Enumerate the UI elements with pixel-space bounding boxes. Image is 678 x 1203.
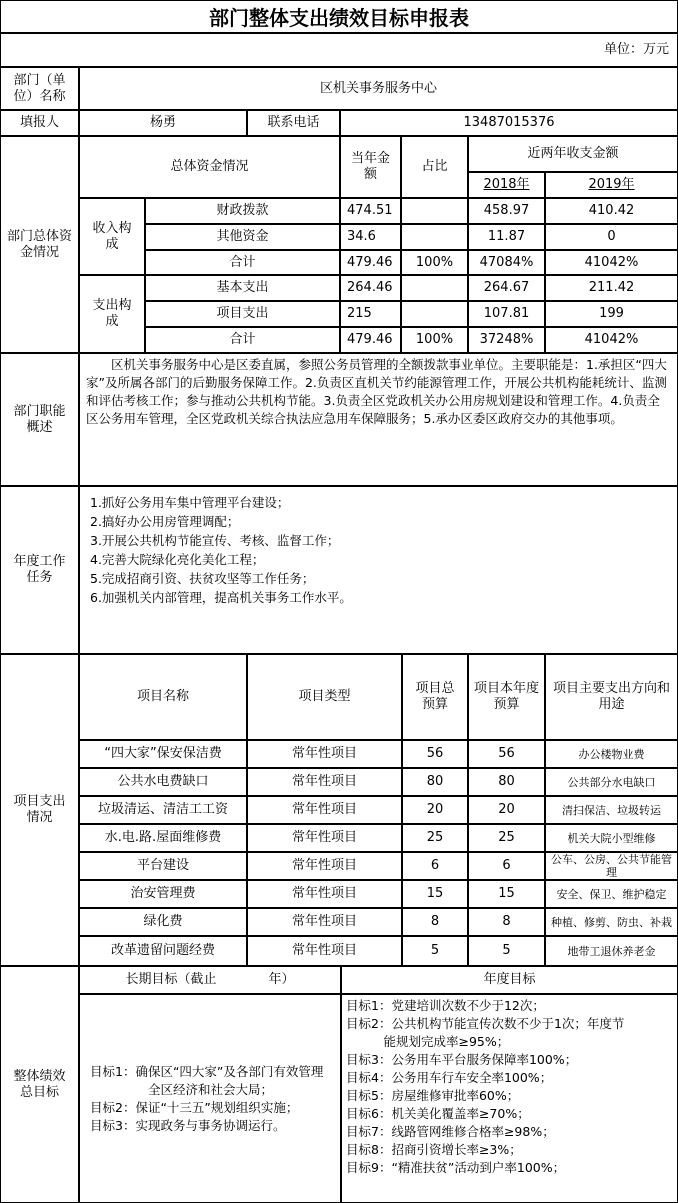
expense-label: 支出构成 <box>79 275 145 353</box>
list-item: 目标5：房屋维修审批率60%； <box>346 1088 520 1103</box>
projects-label: 项目支出情况 <box>0 654 79 966</box>
projects-header-annual: 项目本年度预算 <box>468 654 545 740</box>
expense-row-name: 项目支出 <box>145 301 340 327</box>
project-usage-cell: 种植、修剪、防虫、补栽 <box>545 908 678 936</box>
filler-label: 填报人 <box>0 110 79 136</box>
income-total-2019: 41042% <box>545 250 678 275</box>
long-term-panel <box>79 994 341 1203</box>
project-type-cell: 常年性项目 <box>247 796 402 824</box>
list-item: 目标9：“精准扶贫”活动到户率100%； <box>346 1160 566 1175</box>
project-type-cell: 常年性项目 <box>247 880 402 908</box>
projects-header-name: 项目名称 <box>79 654 247 740</box>
annual-header: 年度目标 <box>341 966 678 994</box>
expense-row-2019: 199 <box>545 301 678 327</box>
list-item: 6.加强机关内部管理，提高机关事务工作水平。 <box>90 590 352 605</box>
project-total-cell: 5 <box>402 936 468 966</box>
project-usage-cell: 公共部分水电缺口 <box>545 768 678 796</box>
project-annual-cell: 25 <box>468 824 545 852</box>
project-usage-cell: 机关大院小型维修 <box>545 824 678 852</box>
expense-row-ratio <box>401 301 468 327</box>
funds-header-overall: 总体资金情况 <box>79 136 340 198</box>
project-total-cell: 6 <box>402 852 468 880</box>
dept-value: 区机关事务服务中心 <box>79 67 678 110</box>
funds-header-ratio: 占比 <box>401 136 468 198</box>
list-item: 目标6：机关美化覆盖率≥70%； <box>346 1106 530 1121</box>
long-term-header: 长期目标（截止 年） <box>79 966 341 994</box>
project-usage-cell: 办公楼物业费 <box>545 740 678 768</box>
duties-text: 区机关事务服务中心是区委直属，参照公务员管理的全额拨款事业单位。主要职能是：1.承担区“四大家”及所属各部门的后勤服务保障工作。2.负责区直机关节约能源管理工作，开展公共机构能耗统计、监测和评估考核工作；参与推动公共机构节能。3.负责全区党政机关办公用房规划建设和管理工作。4.负责全区公务用车管理，全区党政机关综合执法应急用车保障服务；5.承办区委区政府交办的其他事项。 <box>86 357 667 426</box>
expense-total-name: 合计 <box>145 327 340 353</box>
list-item: 目标4：公务用车行车安全率100%； <box>346 1070 553 1085</box>
project-usage-cell: 地带工退休养老金 <box>545 936 678 966</box>
annual-panel <box>341 994 678 1203</box>
project-total-cell: 25 <box>402 824 468 852</box>
project-type-cell: 常年性项目 <box>247 908 402 936</box>
project-type-cell: 常年性项目 <box>247 852 402 880</box>
year-2018: 2018年 <box>468 172 545 198</box>
income-label: 收入构成 <box>79 198 145 275</box>
expense-total-ratio: 100% <box>401 327 468 353</box>
project-total-cell: 80 <box>402 768 468 796</box>
expense-row-amount: 215 <box>340 301 401 327</box>
project-type-cell: 常年性项目 <box>247 768 402 796</box>
list-item: 目标2：公共机构节能宣传次数不少于1次；年度节 <box>346 1016 625 1031</box>
projects-header-type: 项目类型 <box>247 654 402 740</box>
income-row-2019: 410.42 <box>545 198 678 224</box>
project-name-cell: 平台建设 <box>79 852 247 880</box>
income-row-amount: 474.51 <box>340 198 401 224</box>
list-item: 2.搞好办公用房管理调配； <box>90 514 240 529</box>
list-item: 1.抓好公务用车集中管理平台建设； <box>90 495 290 510</box>
unit-label: 单位：万元 <box>603 42 669 57</box>
project-usage-cell: 公车、公房、公共节能管理 <box>545 852 678 880</box>
funds-header-current: 当年金额 <box>340 136 401 198</box>
list-item: 目标1：党建培训次数不少于12次； <box>346 998 545 1013</box>
projects-header-total: 项目总预算 <box>402 654 468 740</box>
goals-label: 整体绩效总目标 <box>0 966 79 1203</box>
filler-name: 杨勇 <box>79 110 247 136</box>
income-row-ratio <box>401 224 468 250</box>
list-item: 目标2：保证“十三五”规划组织实施； <box>90 1099 299 1115</box>
list-item: 目标3：实现政务与事务协调运行。 <box>90 1117 286 1133</box>
unit-row <box>0 33 678 67</box>
project-name-cell: 水.电.路.屋面维修费 <box>79 824 247 852</box>
project-annual-cell: 80 <box>468 768 545 796</box>
funds-header-recent: 近两年收支金额 <box>468 136 678 172</box>
project-type-cell: 常年性项目 <box>247 936 402 966</box>
project-total-cell: 20 <box>402 796 468 824</box>
income-row-ratio <box>401 198 468 224</box>
list-item: 能规划完成率≥95%； <box>346 1034 510 1049</box>
list-item: 3.开展公共机构节能宣传、考核、监督工作； <box>90 533 340 548</box>
expense-total-2019: 41042% <box>545 327 678 353</box>
project-total-cell: 15 <box>402 880 468 908</box>
income-total-ratio: 100% <box>401 250 468 275</box>
list-item: 目标7：线路管网维修合格率≥98%； <box>346 1124 555 1139</box>
income-total-2018: 47084% <box>468 250 545 275</box>
project-usage-cell: 安全、保卫、维护稳定 <box>545 880 678 908</box>
dept-label: 部门（单位）名称 <box>0 67 79 110</box>
project-annual-cell: 15 <box>468 880 545 908</box>
expense-row-2018: 107.81 <box>468 301 545 327</box>
tasks-label: 年度工作任务 <box>0 486 79 654</box>
annual-list <box>342 995 677 1179</box>
income-total-amount: 479.46 <box>340 250 401 275</box>
project-annual-cell: 8 <box>468 908 545 936</box>
duties-panel <box>79 353 678 486</box>
phone-label: 联系电话 <box>247 110 340 136</box>
project-annual-cell: 5 <box>468 936 545 966</box>
expense-row-name: 基本支出 <box>145 275 340 301</box>
list-item: 目标8：招商引资增长率≥3%； <box>346 1142 522 1157</box>
list-item: 5.完成招商引资、扶贫攻坚等工作任务； <box>90 571 315 586</box>
income-row-2019: 0 <box>545 224 678 250</box>
list-item: 目标1：确保区“四大家”及各部门有效管理全区经济和社会大局； <box>90 1063 324 1097</box>
tasks-list <box>80 487 677 613</box>
expense-total-amount: 479.46 <box>340 327 401 353</box>
income-row-2018: 458.97 <box>468 198 545 224</box>
projects-header-usage: 项目主要支出方向和用途 <box>545 654 678 740</box>
long-term-list <box>80 1063 340 1135</box>
project-annual-cell: 56 <box>468 740 545 768</box>
income-row-2018: 11.87 <box>468 224 545 250</box>
income-total-name: 合计 <box>145 250 340 275</box>
project-name-cell: “四大家”保安保洁费 <box>79 740 247 768</box>
project-name-cell: 绿化费 <box>79 908 247 936</box>
income-row-name: 其他资金 <box>145 224 340 250</box>
project-usage-cell: 清扫保洁、垃圾转运 <box>545 796 678 824</box>
project-name-cell: 垃圾清运、清洁工工资 <box>79 796 247 824</box>
expense-row-ratio <box>401 275 468 301</box>
income-row-name: 财政拨款 <box>145 198 340 224</box>
project-total-cell: 8 <box>402 908 468 936</box>
income-row-amount: 34.6 <box>340 224 401 250</box>
project-name-cell: 改革遗留问题经费 <box>79 936 247 966</box>
page-title: 部门整体支出绩效目标申报表 <box>0 0 678 33</box>
project-type-cell: 常年性项目 <box>247 740 402 768</box>
project-annual-cell: 6 <box>468 852 545 880</box>
expense-total-2018: 37248% <box>468 327 545 353</box>
expense-row-2019: 211.42 <box>545 275 678 301</box>
duties-label: 部门职能概述 <box>0 353 79 486</box>
tasks-panel <box>79 486 678 654</box>
list-item: 目标3：公务用车平台服务保障率100%； <box>346 1052 578 1067</box>
list-item: 4.完善大院绿化亮化美化工程； <box>90 552 265 567</box>
project-name-cell: 公共水电费缺口 <box>79 768 247 796</box>
expense-row-amount: 264.46 <box>340 275 401 301</box>
funds-section-label: 部门总体资金情况 <box>0 136 79 353</box>
project-type-cell: 常年性项目 <box>247 824 402 852</box>
project-total-cell: 56 <box>402 740 468 768</box>
phone-value: 13487015376 <box>340 110 678 136</box>
project-name-cell: 治安管理费 <box>79 880 247 908</box>
expense-row-2018: 264.67 <box>468 275 545 301</box>
project-annual-cell: 20 <box>468 796 545 824</box>
year-2019: 2019年 <box>545 172 678 198</box>
